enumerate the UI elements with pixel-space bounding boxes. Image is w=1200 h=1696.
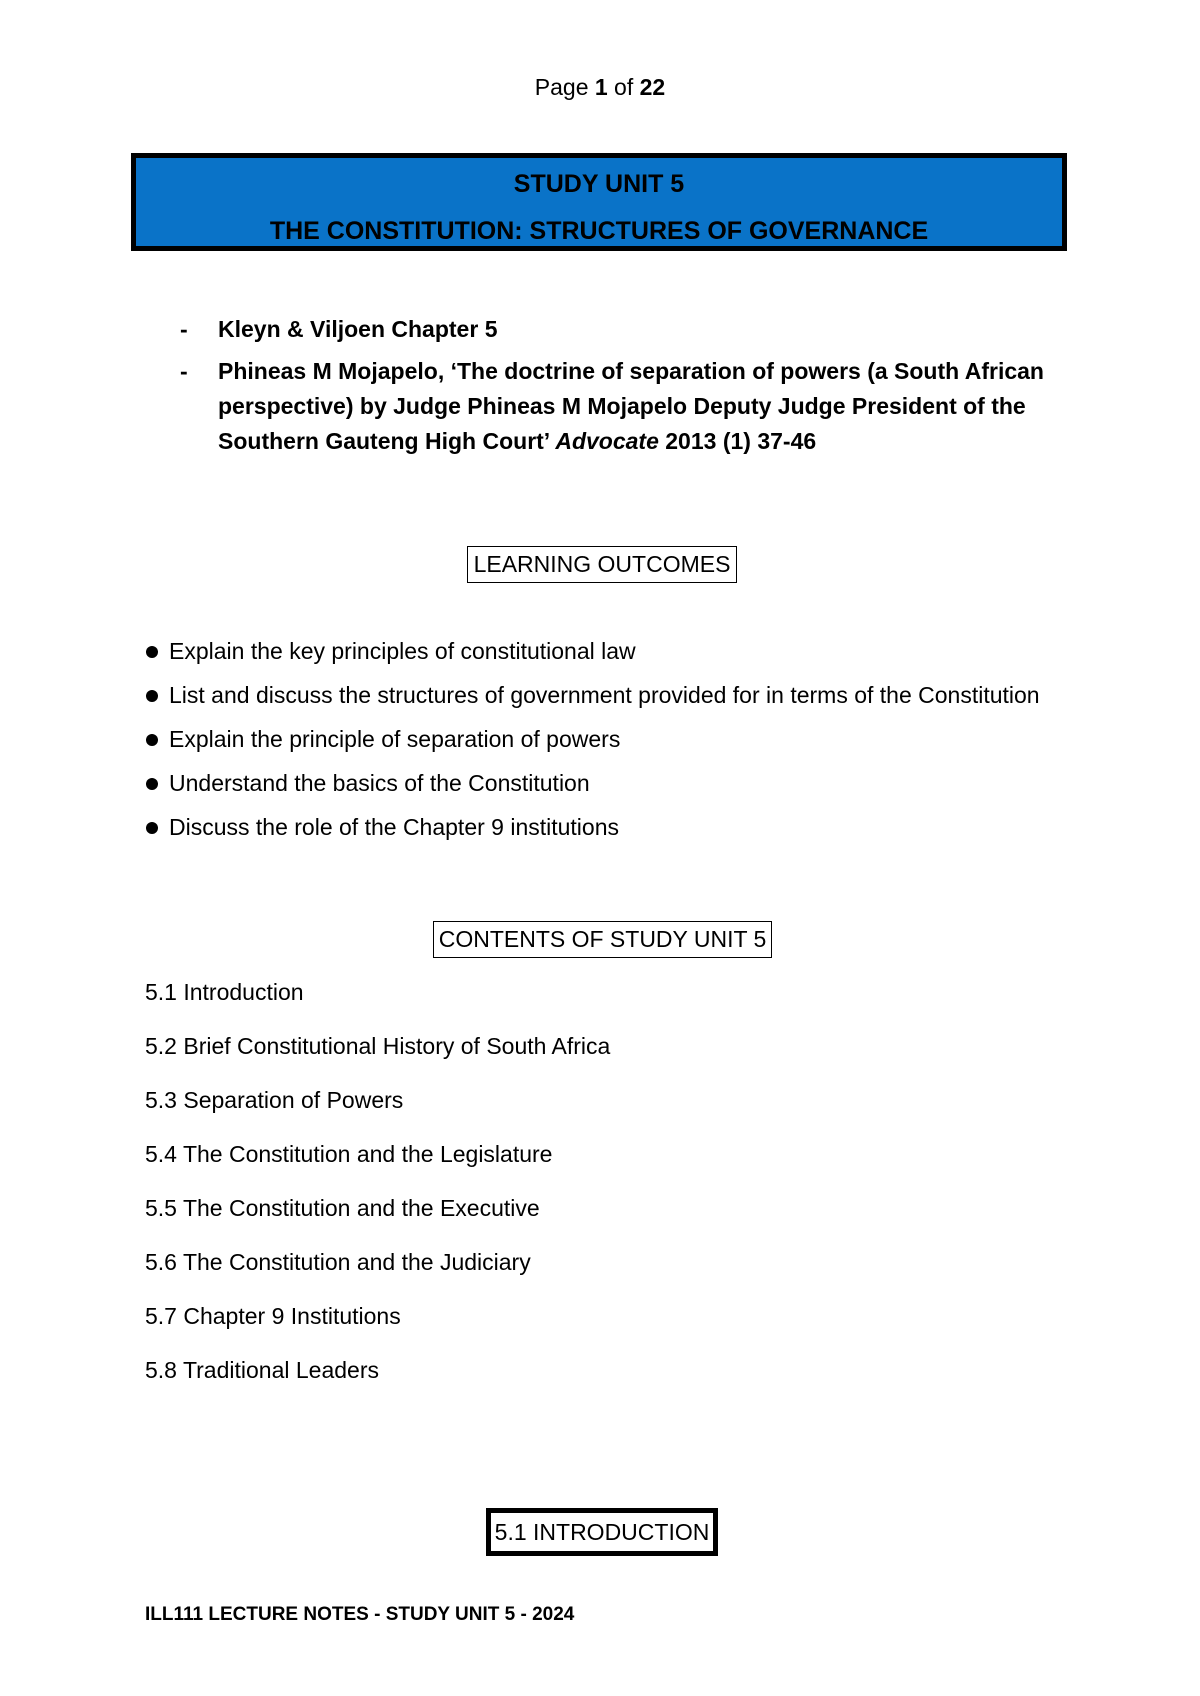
list-item: Explain the key principles of constitutional law: [145, 634, 1065, 668]
learning-outcomes-list: [145, 634, 1065, 854]
reference-text: Kleyn & Viljoen Chapter 5: [218, 316, 498, 342]
reference-item: [180, 312, 1080, 347]
list-item: Understand the basics of the Constitution: [145, 766, 1065, 800]
study-unit-title-box: [131, 153, 1067, 251]
bullet-icon: [146, 646, 158, 658]
journal-name: Advocate: [555, 428, 659, 454]
section-heading-introduction: 5.1 INTRODUCTION: [486, 1508, 718, 1556]
list-item: Discuss the role of the Chapter 9 institutions: [145, 810, 1065, 844]
contents-item: 5.3 Separation of Powers: [145, 1087, 404, 1113]
reference-item: [180, 354, 1080, 459]
contents-item: 5.1 Introduction: [145, 979, 304, 1005]
contents-item: 5.6 The Constitution and the Judiciary: [145, 1249, 531, 1275]
study-unit-title: STUDY UNIT 5: [513, 170, 685, 198]
contents-item: 5.5 The Constitution and the Executive: [145, 1195, 540, 1221]
bullet-icon: [146, 778, 158, 790]
contents-item: 5.4 The Constitution and the Legislature: [145, 1141, 553, 1167]
contents-item: 5.8 Traditional Leaders: [145, 1357, 379, 1383]
page-number: Page 1 of 22: [534, 74, 666, 100]
dash-bullet: -: [180, 316, 188, 342]
study-unit-subtitle: THE CONSTITUTION: STRUCTURES OF GOVERNANCE: [269, 217, 929, 245]
contents-heading: CONTENTS OF STUDY UNIT 5: [433, 921, 772, 958]
list-item: Explain the principle of separation of powers: [145, 722, 1065, 756]
bullet-icon: [146, 690, 158, 702]
page-footer: ILL111 LECTURE NOTES - STUDY UNIT 5 - 2024: [145, 1604, 575, 1625]
bullet-icon: [146, 734, 158, 746]
learning-outcomes-heading: LEARNING OUTCOMES: [467, 546, 737, 583]
reference-text: Phineas M Mojapelo, ‘The doctrine of separation of powers (a South African perspective) by Judge Phineas M Mojapelo Deputy Judge President of the Southern Gauteng High Court’: [218, 358, 1044, 454]
contents-item: 5.2 Brief Constitutional History of South Africa: [145, 1033, 611, 1059]
reading-references: [180, 312, 1080, 466]
citation-tail: 2013 (1) 37-46: [658, 428, 817, 454]
contents-item: 5.7 Chapter 9 Institutions: [145, 1303, 401, 1329]
bullet-icon: [146, 822, 158, 834]
dash-bullet: -: [180, 358, 188, 384]
contents-list: [145, 975, 610, 1407]
list-item: List and discuss the structures of government provided for in terms of the Constitution: [145, 678, 1065, 712]
